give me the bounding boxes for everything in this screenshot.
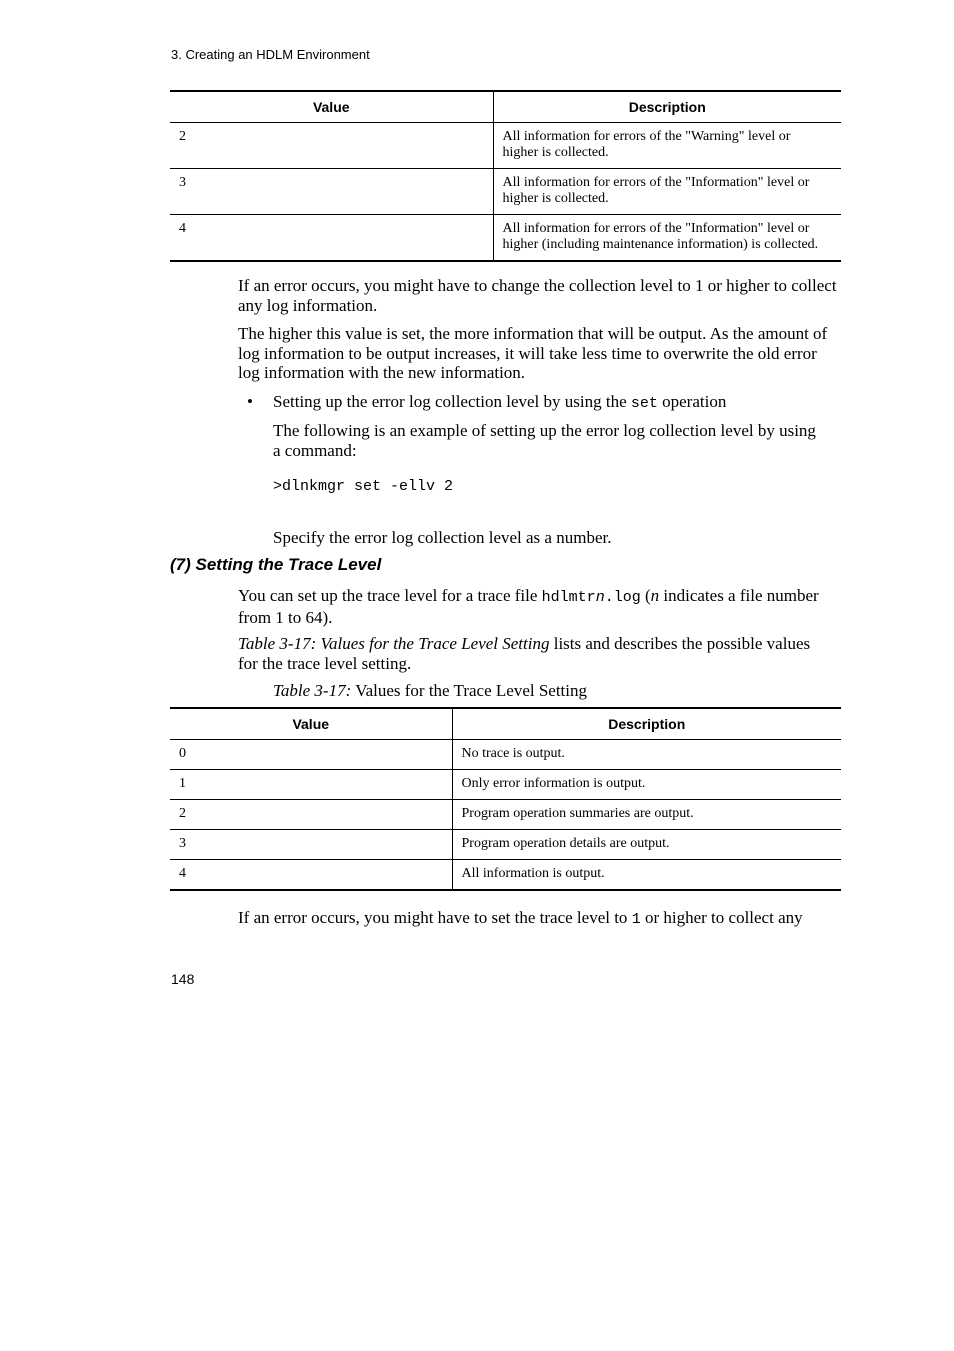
- paragraph-trace-file: You can set up the trace level for a trace file hdlmtrn.log (n indicates a file number from 1 to 64).: [238, 586, 819, 627]
- error-log-level-table: [170, 90, 841, 262]
- cell-description: No trace is output.: [461, 746, 565, 761]
- paragraph-log-output-amount: The higher this value is set, the more information that will be output. As the amount of log information to be output increases, it will take less time to overwrite the old error log information with the new information.: [238, 324, 828, 382]
- column-header-description: Description: [493, 91, 841, 123]
- table-reference-link: Table 3-17: Values for the Trace Level Setting: [238, 634, 550, 653]
- table-row: [170, 860, 841, 890]
- column-header-value: Value: [170, 708, 452, 740]
- cell-value: 0: [170, 740, 452, 770]
- cell-value: 3: [170, 169, 493, 215]
- table-row: [170, 800, 841, 830]
- cell-value: 3: [170, 830, 452, 860]
- page-number: 148: [171, 971, 195, 987]
- cell-description: Only error information is output.: [452, 770, 841, 800]
- table-caption: Table 3-17: Values for the Trace Level Setting: [273, 681, 588, 700]
- table-row: [170, 740, 841, 770]
- paragraph-trace-error: If an error occurs, you might have to set the trace level to 1 or higher to collect any: [238, 908, 803, 928]
- cell-description: Program operation summaries are output.: [452, 800, 841, 830]
- cell-description: All information for errors of the "Information" level or higher (including maintenance information) is collected.: [493, 215, 841, 261]
- cell-description: Program operation details are output.: [452, 830, 841, 860]
- cell-value: 2: [170, 123, 493, 169]
- table-row: [170, 770, 841, 800]
- table-row: [170, 830, 841, 860]
- cell-value: 2: [170, 800, 452, 830]
- cell-value: 4: [170, 860, 452, 890]
- bullet-icon: •: [247, 392, 253, 411]
- command-example: >dlnkmgr set -ellv 2: [273, 478, 454, 495]
- section-heading: (7) Setting the Trace Level: [170, 555, 382, 574]
- cell-value: 4: [170, 215, 493, 261]
- column-header-value: Value: [170, 91, 493, 123]
- trace-level-table: [170, 707, 841, 891]
- paragraph-example-intro: The following is an example of setting up the error log collection level by using a command:: [273, 421, 816, 460]
- paragraph-table-reference: Table 3-17: Values for the Trace Level Setting lists and describes the possible values for the trace level setting.: [238, 634, 811, 673]
- cell-description: All information is output.: [452, 860, 841, 890]
- table-header-row: [170, 91, 841, 123]
- table-row: [170, 215, 841, 261]
- paragraph-error-collection: If an error occurs, you might have to change the collection level to 1 or higher to collect any log information.: [238, 276, 837, 315]
- paragraph-specify-level: Specify the error log collection level as a number.: [273, 528, 612, 547]
- bullet-set-operation: Setting up the error log collection level by using the set operation: [273, 392, 727, 412]
- cell-description: All information for errors of the "Warning" level or higher is collected.: [502, 129, 791, 160]
- running-header: 3. Creating an HDLM Environment: [171, 47, 370, 62]
- table-header-row: [170, 708, 841, 740]
- cell-description: All information for errors of the "Information" level or higher is collected.: [493, 169, 841, 215]
- cell-value: 1: [170, 770, 452, 800]
- table-row: [170, 123, 841, 169]
- table-row: [170, 169, 841, 215]
- column-header-description: Description: [452, 708, 841, 740]
